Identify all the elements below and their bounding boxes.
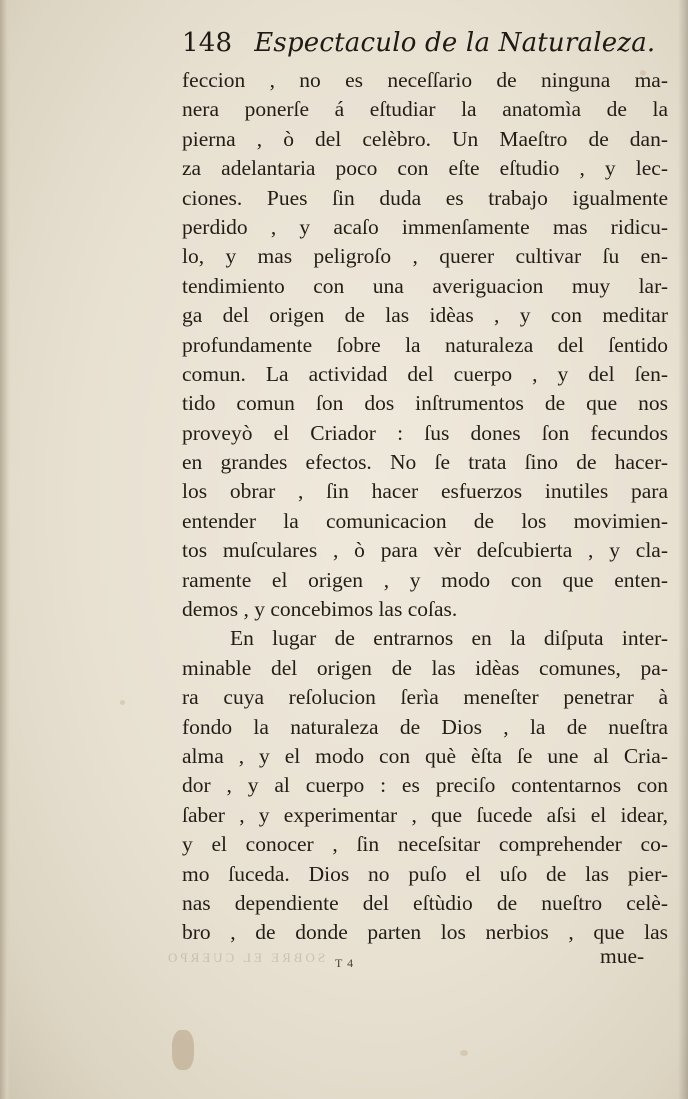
- text-line: feccion , no es neceſſario de ninguna ma-: [182, 68, 668, 92]
- foxing-spot: [460, 1050, 468, 1056]
- running-title: Espectaculo de la Naturaleza.: [254, 28, 656, 58]
- text-line: los obrar , ſin hacer esfuerzos inutiles para: [182, 479, 668, 504]
- text-line: nera ponerſe á eſtudiar la anatomìa de la: [182, 97, 668, 122]
- text-line: nas dependiente del eſtùdio de nueſtro celè-: [182, 890, 668, 915]
- text-line: ramente el origen , y modo con que enten-: [182, 567, 668, 592]
- running-head: [182, 28, 655, 58]
- text-line: proveyò el Criador : ſus dones ſon fecundos: [182, 420, 668, 445]
- text-line: ciones. Pues ſin duda es trabajo igualmente: [182, 185, 668, 210]
- text-line: ra cuya reſolucion ſerìa meneſter penetrar à: [182, 685, 668, 710]
- text-line: za adelantaria poco con eſte eſtudio , y lec-: [182, 156, 668, 181]
- text-line: alma , y el modo con què èſta ſe une al Cria-: [182, 743, 668, 768]
- text-line: tendimiento con una averiguacion muy lar-: [182, 273, 668, 298]
- text-line: pierna , ò del celèbro. Un Maeſtro de dan-: [182, 126, 668, 151]
- show-through-text: SOBRE EL CUERPO: [165, 950, 326, 965]
- body-text: [182, 66, 668, 948]
- text-line: dor , y al cuerpo : es preciſo contentarnos con: [182, 773, 668, 798]
- text-line: minable del origen de las idèas comunes, pa-: [182, 655, 668, 680]
- text-line: entender la comunicacion de los movimien-: [182, 508, 668, 533]
- page-number: 148: [182, 28, 233, 58]
- text-line: tos muſculares , ò para vèr deſcubierta , y cla-: [182, 538, 668, 563]
- text-line: bro , de donde parten los nerbios , que las: [182, 920, 668, 945]
- text-line: perdido , y acaſo immenſamente mas ridicu-: [182, 214, 668, 239]
- text-line: y el conocer , ſin neceſsitar comprehender co-: [182, 832, 668, 857]
- text-line: fondo la naturaleza de Dios , la de nueſtra: [182, 714, 668, 739]
- paragraph-end-line: demos , y concebimos las coſas.: [182, 597, 458, 622]
- text-line: mo ſuceda. Dios no puſo el uſo de las pier-: [182, 861, 668, 886]
- text-line: en grandes efectos. No ſe trata ſino de hacer-: [182, 450, 668, 475]
- text-line: lo, y mas peligroſo , querer cultivar ſu en-: [182, 244, 668, 269]
- catchword: mue-: [600, 944, 645, 968]
- foxing-spot: [120, 700, 125, 705]
- text-line: profundamente ſobre la naturaleza del ſentido: [182, 332, 668, 357]
- text-line: comun. La actividad del cuerpo , y del ſen-: [182, 361, 668, 386]
- text-line: ſaber , y experimentar , que ſucede aſsi el idear,: [182, 802, 668, 827]
- ink-stain: [172, 1030, 194, 1070]
- text-line: ga del origen de las idèas , y con meditar: [182, 303, 668, 328]
- paragraph-start-line: En lugar de entrarnos en la diſputa inter-: [230, 626, 668, 651]
- signature-mark: T 4: [335, 956, 355, 970]
- text-line: tido comun ſon dos inſtrumentos de que nos: [182, 391, 668, 416]
- spine-shadow: [678, 0, 688, 1099]
- page-left-edge: [0, 0, 10, 1099]
